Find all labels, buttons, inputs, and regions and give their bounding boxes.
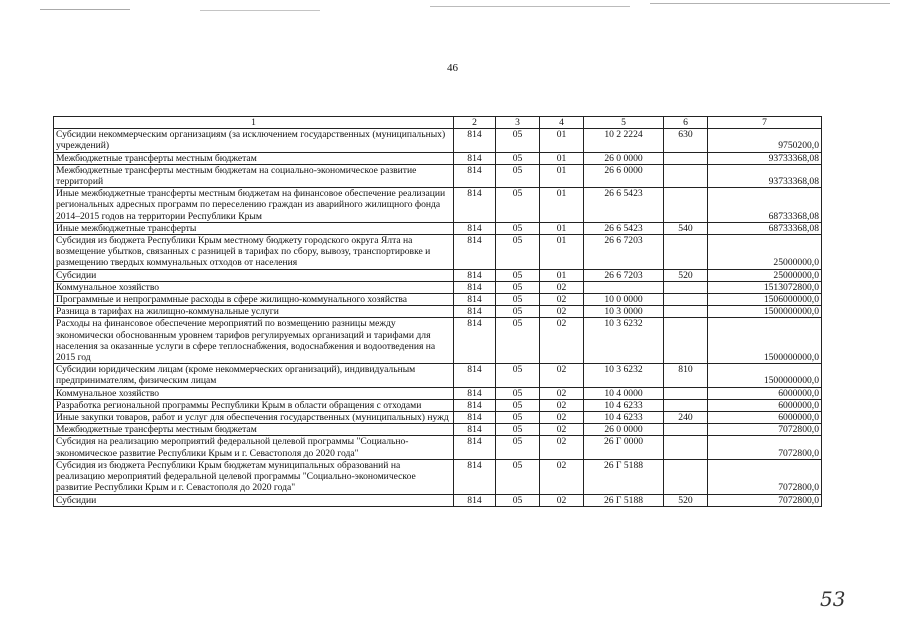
cell-code-4: 02 [540, 387, 584, 399]
cell-code-6 [664, 387, 708, 399]
cell-code-5: 10 2 2224 [584, 129, 664, 152]
row-amount: 7072800,0 [708, 459, 822, 494]
row-description: Иные межбюджетные трансферты местным бюджетам на финансовое обеспечение реализации региональных адресных программ по переселению граждан из аварийного жилищного фонда 2014–2015 годов на территории Республики Крым [54, 188, 454, 223]
table-row [54, 306, 822, 318]
table-row [54, 129, 822, 152]
row-amount: 68733368,08 [708, 188, 822, 223]
row-amount: 1500000000,0 [708, 306, 822, 318]
cell-code-2: 814 [454, 235, 496, 270]
cell-code-3: 05 [496, 387, 540, 399]
cell-code-5: 26 6 7203 [584, 269, 664, 281]
table-row [54, 235, 822, 270]
cell-code-4: 02 [540, 318, 584, 364]
cell-code-2: 814 [454, 188, 496, 223]
row-description: Межбюджетные трансферты местным бюджетам [54, 424, 454, 436]
row-amount: 9750200,0 [708, 129, 822, 152]
scan-artifact-line [40, 9, 130, 10]
cell-code-3: 05 [496, 364, 540, 387]
row-description: Коммунальное хозяйство [54, 281, 454, 293]
row-amount: 1513072800,0 [708, 281, 822, 293]
cell-code-6 [664, 164, 708, 187]
cell-code-2: 814 [454, 306, 496, 318]
column-header: 5 [584, 117, 664, 129]
table-row [54, 364, 822, 387]
row-description: Иные закупки товаров, работ и услуг для обеспечения государственных (муниципальных) нужд [54, 412, 454, 424]
cell-code-3: 05 [496, 494, 540, 506]
scan-artifact-line [200, 10, 320, 11]
cell-code-4: 01 [540, 129, 584, 152]
cell-code-2: 814 [454, 269, 496, 281]
column-number-row [54, 117, 822, 129]
cell-code-6: 630 [664, 129, 708, 152]
row-amount: 1500000000,0 [708, 364, 822, 387]
cell-code-2: 814 [454, 152, 496, 164]
cell-code-5: 26 0 0000 [584, 152, 664, 164]
cell-code-6 [664, 459, 708, 494]
table-row [54, 494, 822, 506]
cell-code-4: 02 [540, 424, 584, 436]
table-row [54, 387, 822, 399]
cell-code-4: 02 [540, 412, 584, 424]
table-row [54, 188, 822, 223]
cell-code-4: 02 [540, 494, 584, 506]
cell-code-6 [664, 399, 708, 411]
column-header: 4 [540, 117, 584, 129]
cell-code-3: 05 [496, 412, 540, 424]
cell-code-5: 26 Г 5188 [584, 494, 664, 506]
row-amount: 1506000000,0 [708, 294, 822, 306]
cell-code-3: 05 [496, 436, 540, 459]
column-header: 2 [454, 117, 496, 129]
row-description: Субсидии некоммерческим организациям (за исключением государственных (муниципальных) учреждений) [54, 129, 454, 152]
column-header: 6 [664, 117, 708, 129]
cell-code-4: 01 [540, 235, 584, 270]
column-header: 3 [496, 117, 540, 129]
cell-code-6: 240 [664, 412, 708, 424]
cell-code-3: 05 [496, 459, 540, 494]
page-number: 46 [447, 62, 458, 74]
cell-code-3: 05 [496, 235, 540, 270]
row-description: Расходы на финансовое обеспечение мероприятий по возмещению разницы между экономически обоснованным уровнем тарифов регулируемых организаций и тарифами для населения за оказанные услуги в сфере теплоснабжения, водоснабжения и водоотведения на 2015 год [54, 318, 454, 364]
row-description: Субсидия из бюджета Республики Крым местному бюджету городского округа Ялта на возмещение убытков, связанных с разницей в тарифах по сбору, вывозу, транспортировке и размещению твердых коммунальных отходов от населения [54, 235, 454, 270]
cell-code-2: 814 [454, 294, 496, 306]
cell-code-3: 05 [496, 294, 540, 306]
cell-code-2: 814 [454, 436, 496, 459]
row-amount: 25000000,0 [708, 235, 822, 270]
cell-code-6 [664, 235, 708, 270]
cell-code-4: 01 [540, 164, 584, 187]
table-row [54, 152, 822, 164]
row-description: Разработка региональной программы Республики Крым в области обращения с отходами [54, 399, 454, 411]
cell-code-5: 26 6 7203 [584, 235, 664, 270]
cell-code-3: 05 [496, 222, 540, 234]
row-description: Программные и непрограммные расходы в сфере жилищно-коммунального хозяйства [54, 294, 454, 306]
cell-code-2: 814 [454, 222, 496, 234]
row-amount: 25000000,0 [708, 269, 822, 281]
cell-code-4: 02 [540, 294, 584, 306]
row-description: Межбюджетные трансферты местным бюджетам [54, 152, 454, 164]
cell-code-2: 814 [454, 412, 496, 424]
column-header: 7 [708, 117, 822, 129]
cell-code-6: 810 [664, 364, 708, 387]
cell-code-2: 814 [454, 424, 496, 436]
cell-code-2: 814 [454, 318, 496, 364]
cell-code-6 [664, 436, 708, 459]
handwritten-page-mark: 53 [820, 587, 846, 611]
cell-code-2: 814 [454, 459, 496, 494]
table-row [54, 459, 822, 494]
row-amount: 6000000,0 [708, 399, 822, 411]
cell-code-3: 05 [496, 318, 540, 364]
cell-code-3: 05 [496, 306, 540, 318]
cell-code-4: 02 [540, 399, 584, 411]
row-description: Иные межбюджетные трансферты [54, 222, 454, 234]
cell-code-5: 10 4 6233 [584, 399, 664, 411]
cell-code-2: 814 [454, 281, 496, 293]
cell-code-5: 10 4 6233 [584, 412, 664, 424]
row-description: Межбюджетные трансферты местным бюджетам на социально-экономическое развитие территорий [54, 164, 454, 187]
row-amount: 68733368,08 [708, 222, 822, 234]
row-description: Разница в тарифах на жилищно-коммунальные услуги [54, 306, 454, 318]
cell-code-4: 02 [540, 281, 584, 293]
cell-code-6: 540 [664, 222, 708, 234]
cell-code-5: 26 Г 5188 [584, 459, 664, 494]
cell-code-2: 814 [454, 494, 496, 506]
cell-code-4: 01 [540, 152, 584, 164]
row-amount: 7072800,0 [708, 494, 822, 506]
cell-code-5: 26 6 5423 [584, 222, 664, 234]
table-row [54, 269, 822, 281]
cell-code-5 [584, 281, 664, 293]
cell-code-2: 814 [454, 387, 496, 399]
cell-code-6: 520 [664, 269, 708, 281]
cell-code-5: 10 3 6232 [584, 318, 664, 364]
cell-code-3: 05 [496, 281, 540, 293]
cell-code-4: 01 [540, 269, 584, 281]
row-description: Субсидии [54, 269, 454, 281]
cell-code-5: 10 4 0000 [584, 387, 664, 399]
table-row [54, 164, 822, 187]
cell-code-3: 05 [496, 152, 540, 164]
table-row [54, 281, 822, 293]
cell-code-2: 814 [454, 399, 496, 411]
cell-code-6 [664, 281, 708, 293]
cell-code-4: 02 [540, 364, 584, 387]
row-description: Субсидии юридическим лицам (кроме некоммерческих организаций), индивидуальным предпринимателям, физическим лицам [54, 364, 454, 387]
table-row [54, 318, 822, 364]
cell-code-3: 05 [496, 269, 540, 281]
table-row [54, 436, 822, 459]
cell-code-5: 10 3 6232 [584, 364, 664, 387]
row-description: Субсидия из бюджета Республики Крым бюджетам муниципальных образований на реализацию мероприятий федеральной целевой программы "Социально-экономическое развитие Республики Крым и г. Севастополя до 2020 года" [54, 459, 454, 494]
cell-code-3: 05 [496, 188, 540, 223]
cell-code-3: 05 [496, 424, 540, 436]
cell-code-4: 02 [540, 459, 584, 494]
table-row [54, 222, 822, 234]
table-row [54, 294, 822, 306]
cell-code-6 [664, 318, 708, 364]
cell-code-3: 05 [496, 399, 540, 411]
cell-code-6 [664, 424, 708, 436]
table-row [54, 424, 822, 436]
row-description: Субсидия на реализацию мероприятий федеральной целевой программы "Социально-экономическое развитие Республики Крым и г. Севастополя до 2020 года" [54, 436, 454, 459]
scan-artifact-line [430, 6, 630, 7]
scan-artifact-line [650, 3, 890, 4]
cell-code-2: 814 [454, 364, 496, 387]
table-row [54, 399, 822, 411]
row-description: Коммунальное хозяйство [54, 387, 454, 399]
cell-code-3: 05 [496, 164, 540, 187]
row-amount: 1500000000,0 [708, 318, 822, 364]
row-description: Субсидии [54, 494, 454, 506]
cell-code-6 [664, 306, 708, 318]
cell-code-6: 520 [664, 494, 708, 506]
cell-code-2: 814 [454, 164, 496, 187]
row-amount: 6000000,0 [708, 412, 822, 424]
cell-code-4: 01 [540, 188, 584, 223]
row-amount: 93733368,08 [708, 164, 822, 187]
cell-code-2: 814 [454, 129, 496, 152]
cell-code-5: 26 6 5423 [584, 188, 664, 223]
budget-table [53, 116, 822, 507]
cell-code-4: 02 [540, 436, 584, 459]
row-amount: 7072800,0 [708, 424, 822, 436]
table-row [54, 412, 822, 424]
cell-code-6 [664, 294, 708, 306]
cell-code-6 [664, 188, 708, 223]
table-body [54, 117, 822, 507]
cell-code-6 [664, 152, 708, 164]
cell-code-4: 02 [540, 306, 584, 318]
row-amount: 6000000,0 [708, 387, 822, 399]
cell-code-5: 10 3 0000 [584, 306, 664, 318]
cell-code-5: 26 6 0000 [584, 164, 664, 187]
cell-code-5: 10 0 0000 [584, 294, 664, 306]
row-amount: 7072800,0 [708, 436, 822, 459]
cell-code-4: 01 [540, 222, 584, 234]
row-amount: 93733368,08 [708, 152, 822, 164]
cell-code-5: 26 0 0000 [584, 424, 664, 436]
cell-code-3: 05 [496, 129, 540, 152]
cell-code-5: 26 Г 0000 [584, 436, 664, 459]
column-header: 1 [54, 117, 454, 129]
